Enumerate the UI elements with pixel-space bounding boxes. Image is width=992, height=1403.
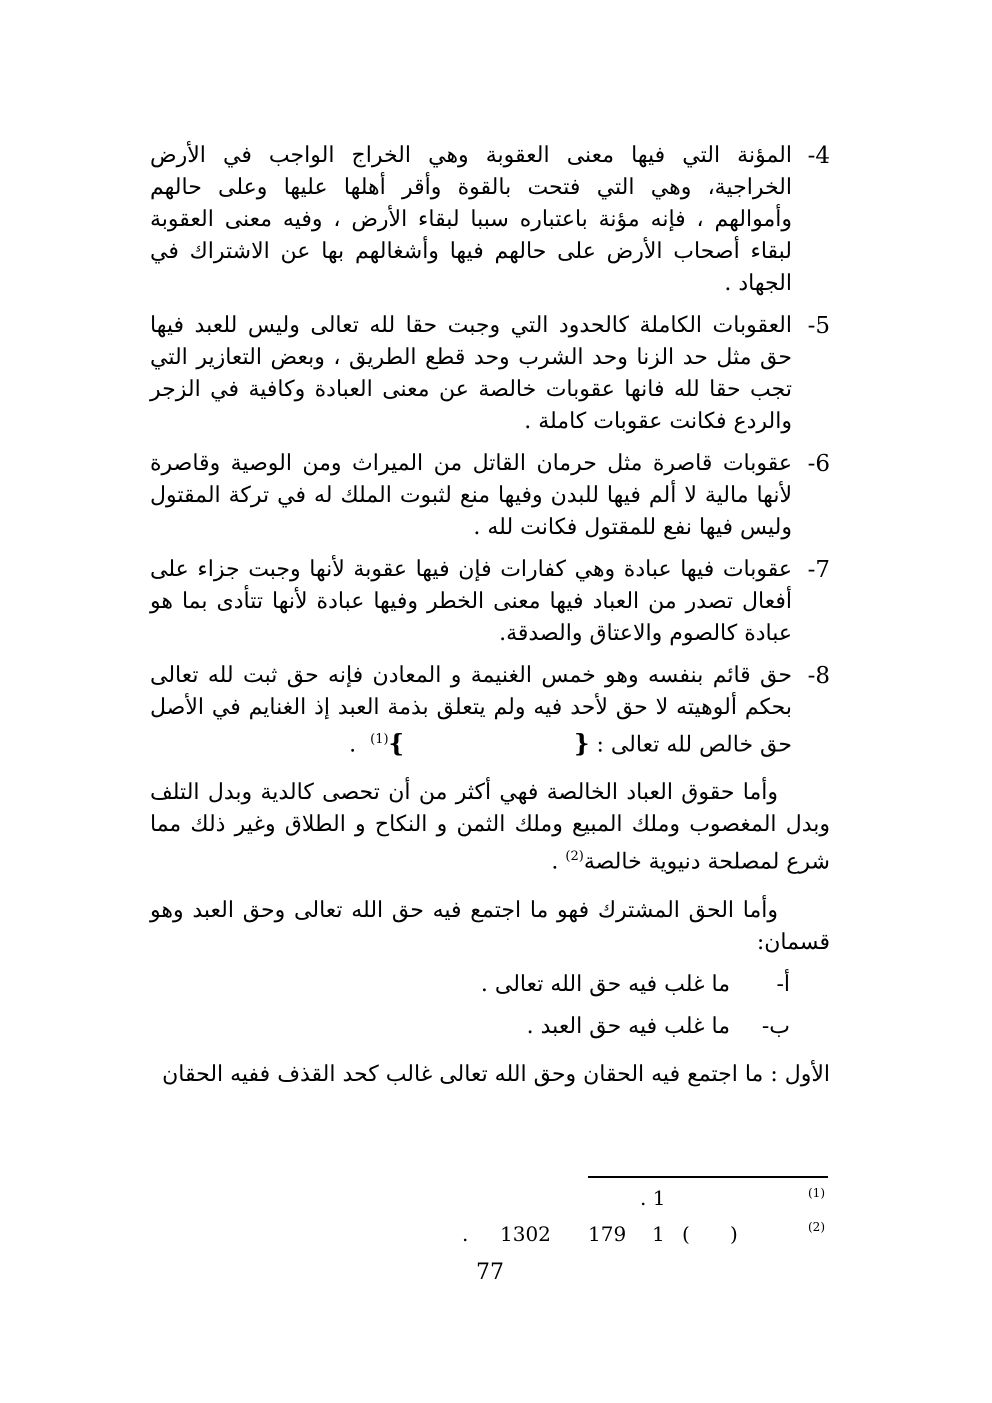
paragraph-shared-right: وأما الحق المشترك فهو ما اجتمع فيه حق الله تعالى وحق العبد وهو قسمان: xyxy=(150,897,830,955)
quote-brace-close: } xyxy=(388,728,404,758)
paragraph-text: وأما حقوق العباد الخالصة فهي أكثر من أن تحصى كالدية وبدل التلف وبدل المغصوب وملك المبيع وملك الثمن و النكاح و الطلاق وغير ذلك مما شرع لمصلحة دنيوية خالصة xyxy=(150,780,830,875)
footnote-2-part: ( xyxy=(682,1222,690,1246)
item-number: -5 xyxy=(807,313,830,339)
footnote-2-part: . xyxy=(462,1222,469,1246)
item-text xyxy=(150,660,792,761)
list-item-8 xyxy=(150,660,830,761)
item-text: المؤنة التي فيها معنى العقوبة وهي الخراج الواجب في الأرض الخراجية، وهي التي فتحت بالقوة وأقر أهلها عليها وعلى حالهم وأموالهم ، فإنه مؤنة باعتباره سببا لبقاء الأرض ، وفيه معنى العقوبة لبقاء أصحاب الأرض على حالهم فيها وأشغالهم بها عن الاشتراك في الجهاد . xyxy=(150,143,793,296)
paragraph-end-dot: . xyxy=(551,849,559,875)
page-number: 77 xyxy=(476,1260,504,1285)
item-text: عقوبات قاصرة مثل حرمان القاتل من الميراث ومن الوصية وقاصرة لأنها مالية لا ألم فيها للبدن وفيها منع لثبوت الملك له في تركة المقتول وليس فيها نفع للمقتول فكانت لله . xyxy=(150,451,792,540)
footnote-ref-1[interactable]: (1) xyxy=(370,732,389,747)
item-text: العقوبات الكاملة كالحدود التي وجبت حقا لله تعالى وليس للعبد فيها حق مثل حد الزنا وحد الشرب وحد قطع الطريق ، وبعض التعازير التي تجب حقا لله فانها عقوبات خالصة عن معنى العبادة وكافية في الزجر والردع فكانت عقوبات كاملة . xyxy=(150,313,793,434)
footnote-2-part: 1 xyxy=(652,1222,665,1246)
item-number: -6 xyxy=(807,451,830,477)
footnote-2-part: ) xyxy=(730,1222,738,1246)
footnote-text-1: . 1 xyxy=(640,1186,666,1210)
footnote-mark-2: (2) xyxy=(808,1220,825,1234)
paragraph-first-type: الأول : ما اجتمع فيه الحقان وحق الله تعالى غالب كحد القذف ففيه الحقان xyxy=(162,1061,830,1087)
footnote-2-part: 1302 xyxy=(500,1222,551,1246)
footnote-ref-2[interactable]: (2) xyxy=(565,849,584,865)
list-item-6 xyxy=(150,448,830,544)
sub-text: ما غلب فيه حق العبد . xyxy=(526,1013,730,1039)
sub-item-a xyxy=(150,969,830,1001)
sub-text: ما غلب فيه حق الله تعالى . xyxy=(480,971,730,997)
item-number: -7 xyxy=(807,557,830,583)
item-end-dot: . xyxy=(349,732,357,758)
paragraph-rights-of-servants xyxy=(150,777,830,878)
list-item-4 xyxy=(150,140,830,300)
footnote-2-part: 179 xyxy=(588,1222,627,1246)
footnote-separator xyxy=(588,1176,828,1178)
sub-item-b xyxy=(150,1011,830,1043)
document-body xyxy=(150,140,830,1091)
sub-label: ب- xyxy=(761,1013,790,1039)
sub-label: أ- xyxy=(776,971,790,997)
item-text: عقوبات فيها عبادة وهي كفارات فإن فيها عقوبة لأنها وجبت جزاء على أفعال تصدر من العباد فيها معنى الخطر وفيها عبادة لأنها تتأدى بما هو عبادة كالصوم والاعتاق والصدقة. xyxy=(150,557,792,646)
item-number: -4 xyxy=(807,143,830,169)
list-item-5 xyxy=(150,310,830,438)
item-body: حق قائم بنفسه وهو خمس الغنيمة و المعادن فإنه حق ثبت لله تعالى بحكم ألوهيته لا حق لأحد فيه ولم يتعلق بذمة العبد إذ الغنايم في الأصل حق خالص لله تعالى : xyxy=(150,663,792,758)
quote-brace-open: { xyxy=(574,728,590,758)
item-number: -8 xyxy=(807,663,830,689)
footnote-mark-1: (1) xyxy=(808,1186,825,1200)
list-item-7 xyxy=(150,554,830,650)
